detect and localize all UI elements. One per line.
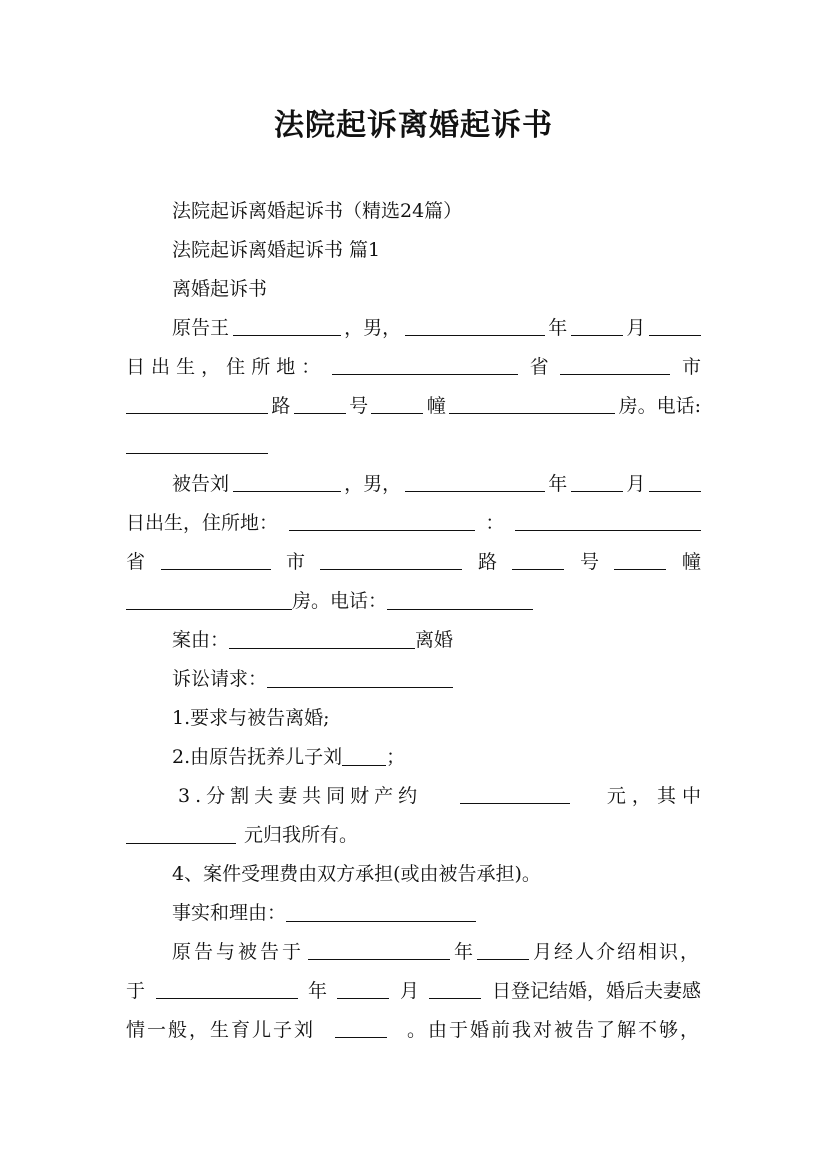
plaintiff-line-2 bbox=[126, 352, 701, 382]
blank-field bbox=[294, 391, 346, 414]
facts-label: 事实和理由： bbox=[172, 902, 287, 924]
blank-field bbox=[233, 469, 341, 492]
blank-field bbox=[560, 352, 670, 375]
road-label: 路 bbox=[477, 551, 497, 573]
city-label: 市 bbox=[285, 551, 305, 573]
blank-field bbox=[405, 469, 545, 492]
blank-field bbox=[460, 781, 570, 804]
province-label: 省 bbox=[529, 356, 549, 378]
collection-title: 法院起诉离婚起诉书（精选24篇） bbox=[172, 200, 463, 222]
part-heading: 法院起诉离婚起诉书 篇1 bbox=[172, 239, 381, 261]
year-label: 年 bbox=[548, 473, 568, 495]
phone-label: 房。电话： bbox=[292, 590, 388, 612]
number-label: 号 bbox=[349, 395, 369, 417]
claim-3-text: 3.分割夫妻共同财产约 bbox=[178, 785, 423, 807]
claim-3 bbox=[178, 781, 701, 811]
blank-field bbox=[229, 626, 415, 649]
year-label: 年 bbox=[548, 317, 568, 339]
blank-field bbox=[371, 391, 423, 414]
blank-field bbox=[405, 313, 545, 336]
blank-field bbox=[512, 547, 564, 570]
building-label: 幢 bbox=[681, 551, 701, 573]
plaintiff-line-4 bbox=[126, 430, 701, 460]
city-label: 市 bbox=[681, 356, 701, 378]
claims-line bbox=[172, 664, 701, 694]
defendant-label: 被告刘 bbox=[172, 473, 230, 495]
defendant-line-1 bbox=[172, 469, 701, 499]
claim-2-end: ； bbox=[386, 746, 406, 768]
defendant-line-3 bbox=[126, 547, 701, 577]
province-label: 省 bbox=[126, 551, 146, 573]
colon-text: ： bbox=[485, 512, 505, 534]
facts-text: 。由于婚前我对被告了解不够， bbox=[406, 1019, 701, 1041]
facts-text: 于 bbox=[126, 980, 146, 1002]
claim-4: 4、案件受理费由双方承担(或由被告承担)。 bbox=[172, 863, 541, 885]
blank-field bbox=[126, 391, 268, 414]
cause-line bbox=[172, 625, 701, 655]
blank-field bbox=[126, 587, 292, 610]
year-label: 年 bbox=[307, 980, 327, 1002]
claim-2 bbox=[172, 742, 701, 772]
facts-text: 原告与被告于 bbox=[172, 941, 305, 963]
plaintiff-line-1 bbox=[172, 313, 701, 343]
blank-field bbox=[387, 587, 533, 610]
birth-residence-label: 日出生，住所地： bbox=[126, 512, 279, 534]
blank-field bbox=[233, 313, 341, 336]
claim-2-text: 2.由原告抚养儿子刘 bbox=[172, 746, 343, 768]
blank-field bbox=[449, 391, 615, 414]
blank-field bbox=[320, 547, 462, 570]
blank-field bbox=[289, 508, 475, 531]
claims-label: 诉讼请求： bbox=[172, 668, 268, 690]
page-title: 法院起诉离婚起诉书 bbox=[274, 108, 553, 143]
blank-field bbox=[571, 313, 623, 336]
section-heading: 离婚起诉书 bbox=[172, 278, 268, 300]
plaintiff-line-3 bbox=[126, 391, 701, 421]
blank-field bbox=[649, 313, 701, 336]
blank-field bbox=[286, 899, 476, 922]
birth-residence-label: 日 出 生 ， 住 所 地 ： bbox=[126, 356, 321, 378]
number-label: 号 bbox=[579, 551, 599, 573]
blank-field bbox=[156, 976, 298, 999]
defendant-line-2 bbox=[126, 508, 701, 538]
blank-field bbox=[335, 1015, 387, 1038]
month-label: 月 bbox=[626, 473, 646, 495]
plaintiff-label: 原告王 bbox=[172, 317, 230, 339]
claim-3-cont bbox=[126, 820, 701, 850]
month-label: 月 bbox=[399, 980, 419, 1002]
facts-line-1 bbox=[172, 937, 701, 967]
blank-field bbox=[161, 547, 271, 570]
blank-field bbox=[429, 976, 481, 999]
building-label: 幢 bbox=[426, 395, 446, 417]
facts-text: 日登记结婚，婚后夫妻感 bbox=[491, 980, 701, 1002]
claim-3-end: 元归我所有。 bbox=[244, 824, 359, 846]
facts-line-2 bbox=[126, 976, 701, 1006]
blank-field bbox=[515, 508, 701, 531]
claim-3-mid: 元 ， 其 中 bbox=[606, 785, 701, 807]
blank-field bbox=[649, 469, 701, 492]
facts-text: 月经人介绍相识， bbox=[532, 941, 701, 963]
blank-field bbox=[332, 352, 518, 375]
blank-field bbox=[342, 743, 386, 766]
month-label: 月 bbox=[626, 317, 646, 339]
gender-text: ，男， bbox=[344, 473, 402, 495]
claim-1: 1.要求与被告离婚; bbox=[172, 707, 330, 729]
phone-label: 房。电话: bbox=[618, 395, 701, 417]
blank-field bbox=[477, 937, 529, 960]
blank-field bbox=[614, 547, 666, 570]
blank-field bbox=[337, 976, 389, 999]
cause-label: 案由： bbox=[172, 629, 230, 651]
road-label: 路 bbox=[271, 395, 291, 417]
facts-line-3 bbox=[126, 1015, 701, 1045]
blank-field bbox=[267, 665, 453, 688]
year-label: 年 bbox=[453, 941, 473, 963]
blank-field bbox=[126, 431, 268, 454]
cause-value: 离婚 bbox=[415, 629, 454, 651]
blank-field bbox=[308, 937, 450, 960]
defendant-line-4 bbox=[126, 586, 701, 616]
gender-text: ，男， bbox=[344, 317, 402, 339]
blank-field bbox=[571, 469, 623, 492]
facts-label-line bbox=[172, 898, 701, 928]
blank-field bbox=[126, 821, 236, 844]
facts-text: 情一般，生育儿子刘 bbox=[126, 1019, 316, 1041]
